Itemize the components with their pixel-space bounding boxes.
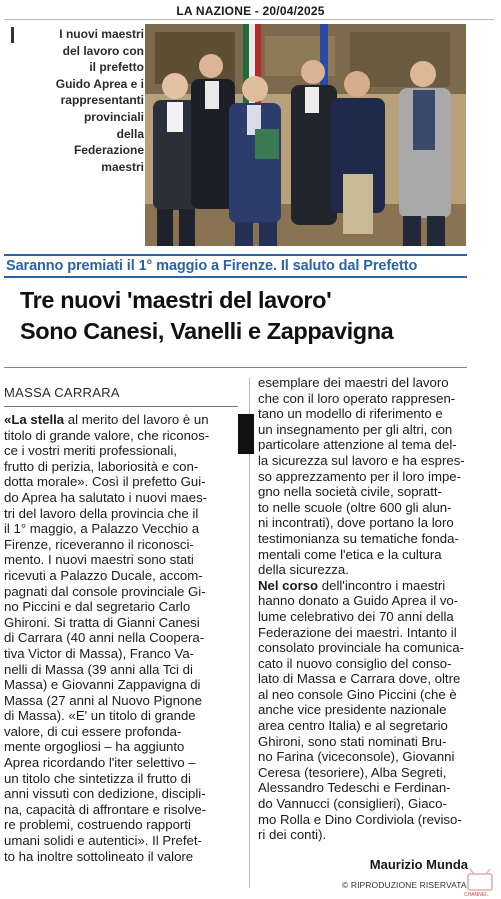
article-line: Massa (27 anni al Nuovo Pignone: [4, 692, 202, 708]
article-line: to nelle scuole (oltre 600 gli alun-: [258, 499, 452, 515]
caption-line: provinciali: [83, 109, 144, 124]
article-line: umani solidi e autentici». Il Prefet-: [4, 833, 202, 849]
article-line: do Vannucci (consiglieri), Giaco-: [258, 796, 447, 812]
article-line: frutto di perizia, laboriosità e con-: [4, 458, 199, 474]
watermark-label: CHANNEL: [464, 892, 488, 898]
redaction-bar: [238, 414, 254, 454]
article-line: Ghironi. Si tratta di Gianni Canesi: [4, 614, 200, 630]
article-line: [4, 412, 238, 428]
article-line: so apprezzamento per il loro impe-: [258, 468, 462, 484]
article-line: particolare attenzione al tema del-: [258, 437, 457, 453]
article-line: di Carrara (40 anni nella Coopera-: [4, 630, 205, 646]
article-line: di Massa). «E' un titolo di grande: [4, 708, 196, 724]
article-column-left: [4, 412, 238, 864]
article-line: lato di Massa e Carrara dove, oltre: [258, 671, 461, 687]
article-line: do Aprea ha salutato i nuovi maes-: [4, 489, 208, 505]
article-line: anche vice presidente nazionale: [258, 702, 447, 718]
article-line: tano un modello di riferimento e: [258, 406, 443, 422]
caption-line: del lavoro con: [62, 43, 144, 58]
newspaper-header: LA NAZIONE - 20/04/2025: [176, 4, 325, 18]
article-line: mentali come l'etica e la cultura: [258, 546, 442, 562]
article-line: ce i vostri meriti professionali,: [4, 443, 177, 459]
article-line: Alessandro Tedeschi e Ferdinan-: [258, 780, 451, 796]
copyright-notice: © RIPRODUZIONE RISERVATA: [342, 880, 467, 890]
article-line: un insegnamento per gli altri, con: [258, 421, 453, 437]
article-line: testimonianza su tematiche fonda-: [258, 530, 459, 546]
article-line: no Farina (viceconsole), Giovanni: [258, 749, 455, 765]
article-line: valore, di cui essere profonda-: [4, 723, 182, 739]
caption-line: maestri: [101, 159, 144, 174]
article-line: titolo di grande valore, che riconos-: [4, 427, 210, 443]
article-line: un titolo che sintetizza il frutto di: [4, 770, 191, 786]
caption-line: Guido Aprea e i: [55, 76, 144, 91]
article-line: Aprea ricordando l'iter selettivo –: [4, 755, 196, 771]
headline-line-2: Sono Canesi, Vanelli e Zappavigna: [20, 318, 394, 344]
header-divider: [4, 19, 494, 20]
article-line: nelli di Massa (39 anni alla Tci di: [4, 661, 193, 677]
headline-line-1: Tre nuovi 'maestri del lavoro': [20, 287, 332, 313]
group-photo: [145, 24, 466, 246]
article-line: [258, 578, 468, 594]
article-line: hanno donato a Guido Aprea il vo-: [258, 593, 459, 609]
article-line: anni vissuti con dedizione, discipli-: [4, 786, 206, 802]
article-line: to ha inoltre sottolineato il valore: [4, 848, 194, 864]
column-divider: [249, 378, 250, 888]
photo-caption: [6, 26, 144, 175]
article-line: ricevuti a Palazzo Ducale, accom-: [4, 567, 203, 583]
article-line: Massa) e Giovanni Zappavigna di: [4, 677, 201, 693]
article-line: tri del lavoro della provincia che il: [4, 505, 199, 521]
caption-line: I nuovi maestri: [59, 27, 144, 41]
article-headline: [20, 285, 490, 347]
article-line: esemplare dei maestri del lavoro: [258, 375, 449, 390]
headline-divider: [4, 367, 467, 368]
article-line: na, capacità di affrontare e risolve-: [4, 801, 207, 817]
article-line: Ceresa (tesoriere), Alba Segreti,: [258, 764, 447, 780]
article-line: tiva Victor di Massa), Franco Va-: [4, 645, 195, 661]
article-line: della sicurezza.: [258, 562, 349, 578]
kicker-text: Saranno premiati il 1° maggio a Firenze. Il saluto dal Prefetto: [6, 258, 418, 274]
lead-rest: al merito del lavoro è un: [64, 412, 209, 427]
article-line: Firenze, riceveranno il riconosci-: [4, 536, 194, 552]
article-line: il 1° maggio, a Palazzo Vecchio a: [4, 521, 200, 537]
article-line: pagnati dal console provinciale Gi-: [4, 583, 206, 599]
article-line: che con il loro operato rappresen-: [258, 390, 456, 406]
lead-bold: «La stella: [4, 412, 65, 427]
article-line: al neo console Gino Piccini (che è: [258, 686, 457, 702]
article-line: re problemi, costruendo rapporti: [4, 817, 191, 833]
dateline-location: MASSA CARRARA: [4, 385, 120, 400]
caption-line: Federazione: [73, 143, 144, 158]
section-rest: dell'incontro i maestri: [318, 577, 446, 593]
author-byline: Maurizio Munda: [369, 857, 468, 872]
article-line: ni incontrati), dove portano la loro: [258, 515, 454, 531]
article-line: no Piccini e dal segretario Carlo: [4, 599, 191, 615]
section-bold: Nel corso: [258, 577, 319, 593]
article-line: dotta morale». Così il prefetto Gui-: [4, 474, 206, 490]
location-divider: [4, 406, 238, 407]
article-line: mo Rolla e Dino Cordiviola (reviso-: [258, 811, 462, 827]
article-line: ri dei conti).: [258, 827, 327, 843]
caption-line: rappresentanti: [60, 93, 144, 108]
caption-line: il prefetto: [89, 60, 144, 75]
caption-line: della: [116, 126, 144, 141]
article-line: lume celebrativo dei 70 anni della: [258, 608, 454, 624]
article-line: cato il nuovo consiglio del conso-: [258, 655, 452, 671]
article-line: la sicurezza sul lavoro e ha espres-: [258, 452, 465, 468]
article-line: mento. I nuovi maestri sono stati: [4, 552, 194, 568]
article-column-right: [258, 375, 468, 843]
article-line: Ghironi, sono stati nominati Bru-: [258, 733, 447, 749]
article-line: Federazione dei maestri. Intanto il: [258, 624, 457, 640]
article-line: mente orgogliosi – ha aggiunto: [4, 739, 185, 755]
article-line: area centro Italia) e al segretario: [258, 718, 448, 734]
article-line: gno nella società civile, sopratt-: [258, 484, 442, 500]
kicker-subtitle: [4, 254, 467, 278]
article-line: consolato provinciale ha comunica-: [258, 640, 464, 656]
